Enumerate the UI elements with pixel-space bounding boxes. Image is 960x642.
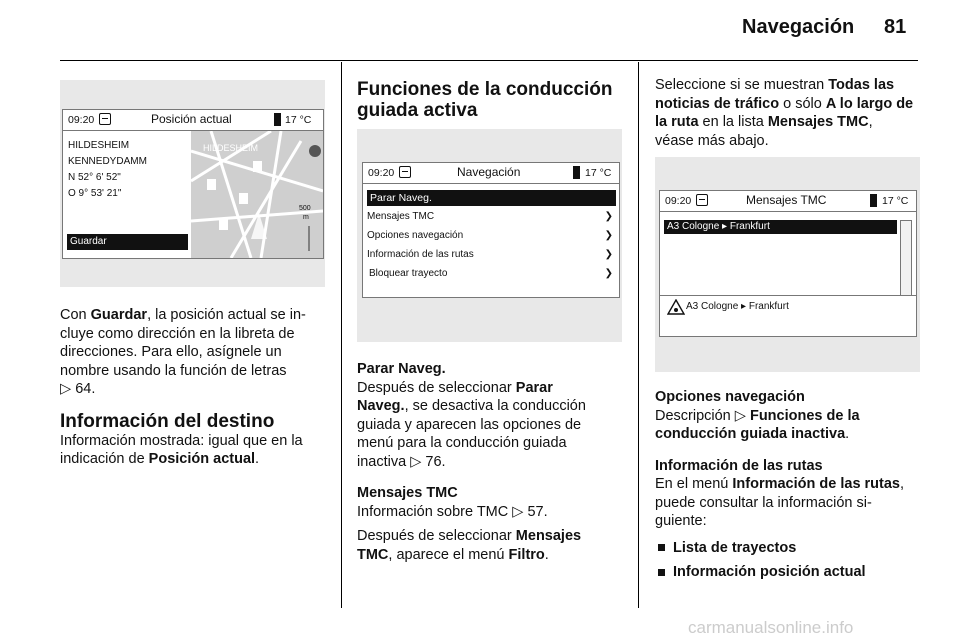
term: la ruta	[655, 114, 699, 130]
ref-arrow-icon: ▷	[410, 453, 426, 470]
menu-item-informacion[interactable]: Información de las rutas	[367, 249, 474, 260]
text: indicación de	[60, 451, 149, 467]
longitude: O 9° 53' 21"	[68, 188, 122, 199]
nav-icon	[399, 166, 411, 178]
page-number: 81	[884, 16, 907, 38]
nav-icon	[696, 194, 708, 206]
text: inactiva	[357, 453, 411, 470]
text: En el menú	[655, 476, 733, 492]
text: , la posición actual se in-	[147, 307, 306, 323]
screenshot-mensajes-tmc	[659, 190, 917, 337]
text: o sólo	[779, 95, 826, 112]
status-bar	[363, 163, 619, 184]
clock: 09:20	[68, 114, 95, 126]
map-scale: 500	[299, 205, 311, 212]
menu-item-parar[interactable]: Parar Naveg.	[367, 190, 616, 206]
chevron-right-icon: ❯	[604, 211, 613, 222]
screen-title: Mensajes TMC	[746, 193, 827, 207]
text: , aparece el menú	[388, 546, 509, 563]
text: menú para la conducción guiada	[357, 435, 567, 451]
text: Funciones de la conducción	[357, 79, 613, 100]
ref-arrow-icon: ▷	[734, 407, 750, 424]
divider	[660, 295, 916, 296]
status-bar	[63, 110, 323, 131]
text: .	[845, 426, 850, 442]
scrollbar[interactable]	[900, 220, 912, 296]
page-ref[interactable]: 57.	[527, 503, 548, 520]
text: guiente:	[655, 513, 707, 529]
page-ref[interactable]: 76.	[425, 453, 446, 470]
thermometer-icon	[870, 194, 877, 207]
city: HILDESHEIM	[68, 140, 130, 151]
term: Información de las rutas	[732, 476, 900, 492]
term: conducción guiada inactiva	[655, 426, 846, 442]
text: direcciones. Para ello, asígnele un	[60, 344, 282, 360]
screen-title: Posición actual	[151, 112, 232, 126]
term: Parar	[515, 379, 553, 396]
column-1-text	[60, 306, 332, 469]
text: .	[255, 451, 260, 467]
bullet-text: Información posición actual	[673, 564, 866, 580]
term: Todas las	[828, 77, 895, 93]
text: puede consultar la información si-	[655, 494, 872, 511]
term: Naveg.	[357, 398, 405, 414]
screenshot-navegacion	[362, 162, 620, 298]
menu-item-opciones[interactable]: Opciones navegación	[367, 230, 464, 241]
screenshot-posicion-actual	[62, 109, 324, 259]
text: Descripción	[655, 407, 735, 424]
temperature: 17 °C	[882, 195, 909, 207]
term: Funciones de la	[749, 407, 860, 424]
paragraph-tmc	[357, 503, 629, 522]
chevron-right-icon: ❯	[604, 249, 613, 260]
text: ,	[900, 476, 905, 492]
text: nombre usando la función de letras	[60, 362, 287, 379]
term: Mensajes TMC	[767, 114, 869, 130]
section-heading-destino: Información del destino	[60, 410, 275, 432]
subheading-parar: Parar Naveg.	[357, 361, 446, 377]
map-scale-unit: m	[303, 214, 309, 221]
term-filtro: Filtro	[508, 546, 545, 563]
ref-arrow-icon: ▷	[512, 503, 528, 520]
subheading-opciones: Opciones navegación	[655, 389, 805, 405]
text: véase más abajo.	[655, 132, 769, 149]
traffic-warning-icon	[667, 299, 685, 315]
text: guiada y aparecen las opciones de	[357, 416, 582, 433]
text: , se desactiva la conducción	[404, 398, 586, 414]
text: Con	[60, 307, 91, 323]
term: TMC	[357, 546, 389, 563]
street: KENNEDYDAMM	[68, 156, 147, 167]
text: Después de seleccionar	[357, 528, 516, 544]
paragraph-seleccione	[655, 76, 925, 150]
latitude: N 52° 6' 52"	[68, 172, 121, 183]
text: guiada activa	[357, 100, 478, 121]
header-rule	[60, 60, 918, 61]
column-2-heading	[357, 79, 629, 121]
temperature: 17 °C	[285, 114, 312, 126]
text: cluye como dirección en la libreta de	[60, 325, 295, 342]
text: ,	[868, 114, 873, 130]
text: Seleccione si se muestran	[655, 77, 829, 93]
status-bar	[660, 191, 916, 212]
menu-item-bloquear[interactable]: Bloquear trayecto	[369, 268, 448, 279]
paragraph-destino	[60, 432, 332, 469]
bullet-item	[655, 539, 925, 558]
paragraph-parar	[357, 379, 629, 472]
term: A lo largo de	[825, 95, 914, 112]
term: noticias de tráfico	[655, 95, 780, 112]
map-city-label: HILDESHEIM	[203, 143, 259, 153]
subheading-informacion: Información de las rutas	[655, 457, 823, 474]
tmc-message-selected[interactable]: A3 Cologne ▸ Frankfurt	[664, 220, 897, 234]
clock: 09:20	[368, 167, 395, 179]
paragraph-opciones	[655, 407, 925, 444]
temperature: 17 °C	[585, 167, 612, 179]
paragraph-informacion	[655, 475, 925, 531]
position-details	[68, 138, 147, 202]
bullet-square-icon	[658, 544, 665, 551]
column-3-text	[655, 388, 925, 582]
page-title: Navegación	[742, 16, 855, 38]
text: Información sobre TMC	[357, 503, 513, 520]
bullet-text: Lista de trayectos	[673, 539, 797, 556]
bullet-item	[655, 563, 925, 582]
menu-item-mensajes-tmc[interactable]: Mensajes TMC	[367, 211, 435, 222]
ref-arrow-icon: ▷	[60, 381, 76, 397]
term-guardar: Guardar	[90, 307, 148, 323]
page-ref[interactable]: 64.	[75, 381, 96, 397]
column-divider-2	[638, 62, 639, 608]
bullet-square-icon	[658, 569, 665, 576]
section-heading-funciones	[357, 79, 629, 121]
screen-title: Navegación	[457, 165, 521, 179]
paragraph-filtro	[357, 527, 629, 564]
text: Después de seleccionar	[357, 379, 516, 396]
term: Mensajes	[515, 528, 582, 544]
thermometer-icon	[573, 166, 580, 179]
column-divider-1	[341, 62, 342, 608]
column-3-intro	[655, 76, 925, 150]
term-posicion-actual: Posición actual	[148, 451, 256, 467]
map-view	[191, 131, 323, 258]
chevron-right-icon: ❯	[604, 268, 613, 279]
subheading-mensajes: Mensajes TMC	[357, 485, 458, 501]
text: Información mostrada: igual que en la	[60, 432, 303, 449]
thermometer-icon	[274, 113, 281, 126]
text: en la lista	[698, 114, 768, 130]
column-2-text	[357, 360, 629, 564]
clock: 09:20	[665, 195, 692, 207]
watermark: carmanualsonline.info	[688, 618, 854, 637]
paragraph-guardar	[60, 306, 332, 399]
nav-icon	[99, 113, 111, 125]
text: .	[544, 546, 549, 563]
guardar-button[interactable]: Guardar	[67, 234, 188, 250]
tmc-message-detail: A3 Cologne ▸ Frankfurt	[686, 301, 789, 312]
chevron-right-icon: ❯	[604, 230, 613, 241]
